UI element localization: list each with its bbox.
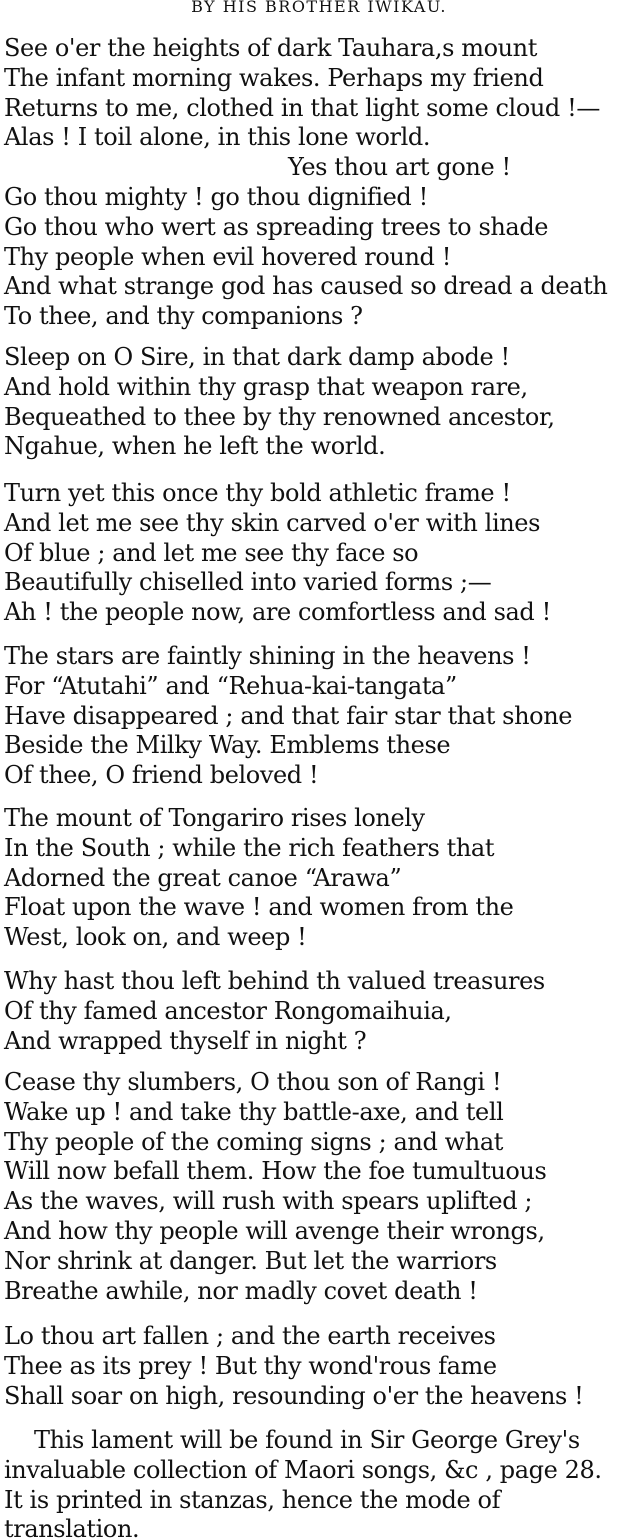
verse-line: The infant morning wakes. Perhaps my friend <box>4 63 544 92</box>
verse-line: In the South ; while the rich feathers that <box>4 833 495 862</box>
verse-line: Returns to me, clothed in that light some cloud !— <box>4 93 600 122</box>
closing-note <box>4 1426 638 1540</box>
verse-line: Nor shrink at danger. But let the warriors <box>4 1246 497 1275</box>
verse-line: Yes thou art gone ! <box>288 153 511 182</box>
verse-line: Lo thou art fallen ; and the earth receives <box>4 1322 496 1350</box>
verse-line: Thy people when evil hovered round ! <box>4 242 451 271</box>
verse-line: Wake up ! and take thy battle-axe, and tell <box>4 1097 504 1126</box>
stanza-7 <box>4 1068 638 1306</box>
verse-line: Ngahue, when he left the world. <box>4 432 386 461</box>
verse-line: Of blue ; and let me see thy face so <box>4 538 419 567</box>
verse-line: To thee, and thy companions ? <box>4 302 363 331</box>
stanza-8 <box>4 1322 638 1411</box>
verse-line: And let me see thy skin carved o'er with lines <box>4 508 540 537</box>
verse-line: Float upon the wave ! and women from the <box>4 893 514 922</box>
verse-line: Bequeathed to thee by thy renowned ancestor, <box>4 402 555 431</box>
stanza-4 <box>4 642 638 791</box>
stanza-3 <box>4 479 638 628</box>
verse-line: Breathe awhile, nor madly covet death ! <box>4 1276 478 1305</box>
verse-line: West, look on, and weep ! <box>4 923 307 952</box>
verse-line: Go thou who wert as spreading trees to shade <box>4 212 549 241</box>
verse-line: Beside the Milky Way. Emblems these <box>4 731 451 760</box>
verse-line: The mount of Tongariro rises lonely <box>4 804 425 832</box>
verse-line: As the waves, will rush with spears uplifted ; <box>4 1187 533 1216</box>
verse-line: Have disappeared ; and that fair star that shone <box>4 701 573 730</box>
verse-line: And what strange god has caused so dread a death <box>4 272 608 301</box>
note-line: translation. <box>4 1515 140 1540</box>
verse-line: Sleep on O Sire, in that dark damp abode ! <box>4 343 510 371</box>
verse-line: Cease thy slumbers, O thou son of Rangi ! <box>4 1068 502 1096</box>
note-line: invaluable collection of Maori songs, &c , page 28. <box>4 1455 602 1484</box>
verse-line: Thee as its prey ! But thy wond'rous fame <box>4 1351 497 1380</box>
stanza-6 <box>4 967 638 1056</box>
note-line: This lament will be found in Sir George Grey's <box>34 1426 580 1454</box>
verse-line: For “Atutahi” and “Rehua-kai-tangata” <box>4 671 457 700</box>
verse-line: The stars are faintly shining in the heavens ! <box>4 642 531 670</box>
verse-line: Beautifully chiselled into varied forms ;— <box>4 568 492 597</box>
verse-line: Thy people of the coming signs ; and what <box>4 1127 503 1156</box>
verse-line: Will now befall them. How the foe tumultuous <box>4 1157 547 1186</box>
verse-line: Adorned the great canoe “Arawa” <box>4 863 402 892</box>
verse-line: And hold within thy grasp that weapon rare, <box>4 372 528 401</box>
verse-line: And wrapped thyself in night ? <box>4 1026 367 1055</box>
note-line: It is printed in stanzas, hence the mode of <box>4 1485 501 1514</box>
verse-line: Of thee, O friend beloved ! <box>4 761 319 790</box>
verse-line: And how thy people will avenge their wrongs, <box>4 1216 545 1245</box>
verse-line: Of thy famed ancestor Rongomaihuia, <box>4 996 452 1025</box>
verse-line: Ah ! the people now, are comfortless and sad ! <box>4 598 551 627</box>
verse-line: See o'er the heights of dark Tauhara,s mount <box>4 34 537 62</box>
stanza-2 <box>4 343 638 462</box>
stanza-1 <box>4 34 638 332</box>
verse-line: Alas ! I toil alone, in this lone world. <box>4 123 431 152</box>
section-heading: BY HIS BROTHER IWIKAU. <box>191 0 447 16</box>
verse-line: Shall soar on high, resounding o'er the heavens ! <box>4 1381 584 1410</box>
stanza-5 <box>4 804 638 953</box>
verse-line: Why hast thou left behind th valued treasures <box>4 967 545 995</box>
verse-line: Go thou mighty ! go thou dignified ! <box>4 182 428 211</box>
verse-line: Turn yet this once thy bold athletic frame ! <box>4 479 511 507</box>
